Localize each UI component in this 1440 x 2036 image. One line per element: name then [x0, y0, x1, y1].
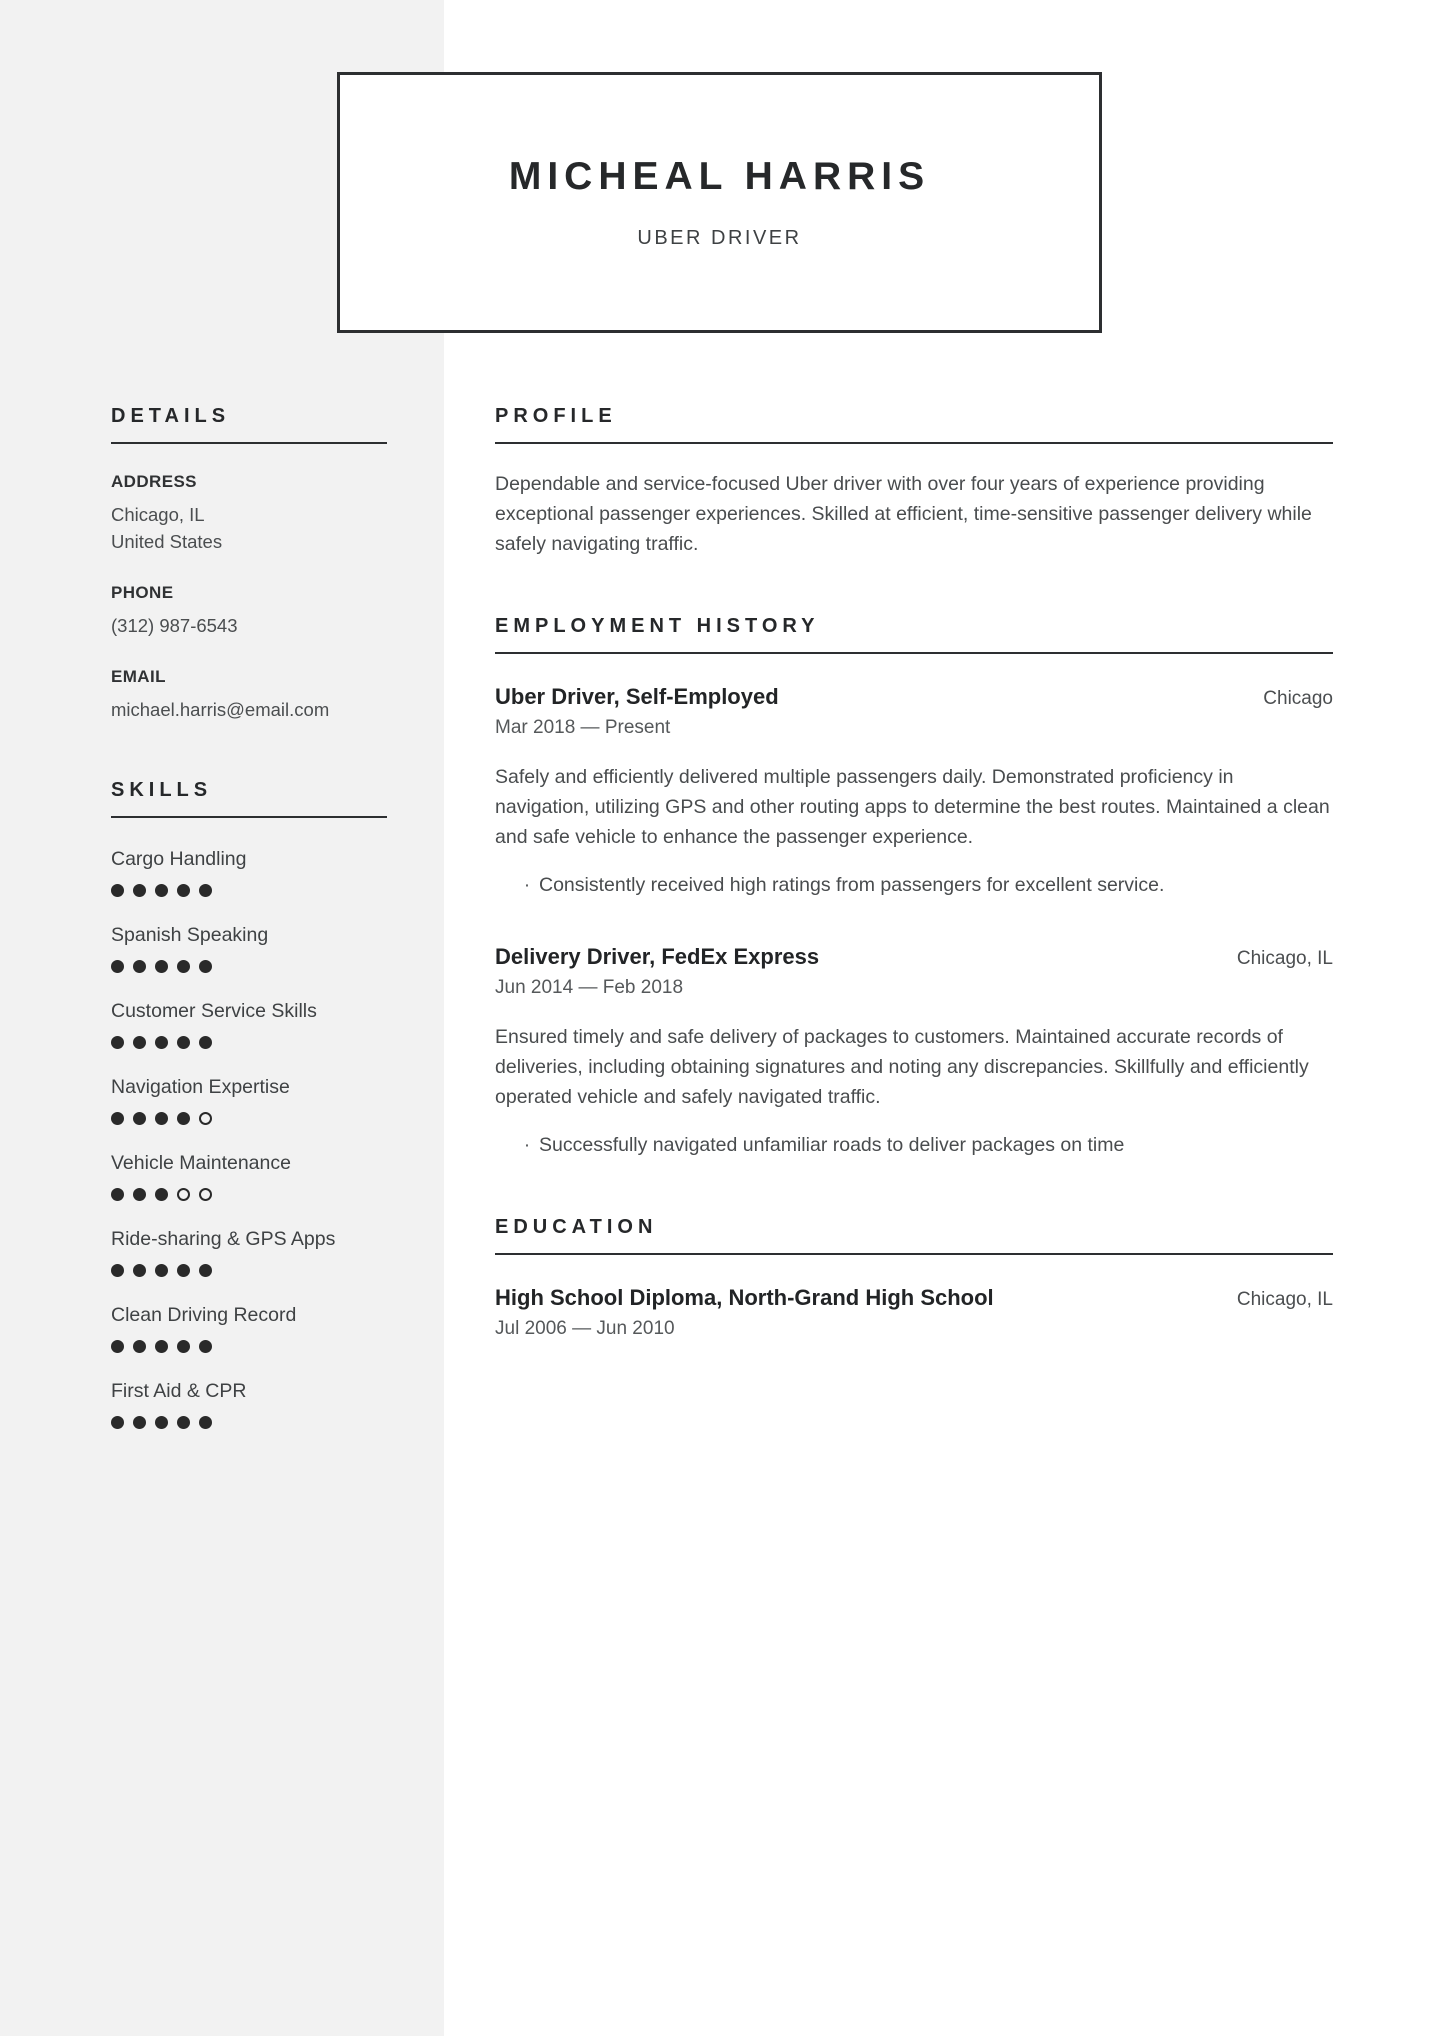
- skill-name: Cargo Handling: [111, 848, 247, 870]
- address-label: ADDRESS: [111, 472, 197, 491]
- address-city: Chicago, IL: [111, 504, 205, 525]
- skill-name: Navigation Expertise: [111, 1076, 290, 1098]
- skill-dot-filled: [111, 1416, 124, 1429]
- skill-dot-filled: [199, 1264, 212, 1277]
- entry-header: [495, 684, 1333, 710]
- skill-dot-filled: [199, 884, 212, 897]
- skill-dot-filled: [111, 884, 124, 897]
- skills-section: [111, 779, 387, 1429]
- skill-dot-empty: [199, 1112, 212, 1125]
- skill-dot-filled: [177, 1112, 190, 1125]
- skill-name: First Aid & CPR: [111, 1380, 247, 1402]
- education-list: [495, 1285, 1333, 1340]
- skill-dot-filled: [177, 1036, 190, 1049]
- entry-description: Safely and efficiently delivered multiple passengers daily. Demonstrated proficiency in navigation, utilizing GPS and other routing apps to determine the best routes. Maintained a clean and safe vehicle to enhance the passenger experience.: [495, 766, 1330, 848]
- skill-dot-filled: [111, 1264, 124, 1277]
- skill-dot-filled: [133, 1264, 146, 1277]
- skill-dot-filled: [155, 960, 168, 973]
- skill-level-dots: [111, 884, 387, 897]
- skill-dot-filled: [155, 1264, 168, 1277]
- employment-heading: EMPLOYMENT HISTORY: [495, 615, 1333, 654]
- skill-name: Customer Service Skills: [111, 1000, 317, 1022]
- skill-level-dots: [111, 1036, 387, 1049]
- skill-dot-filled: [133, 1036, 146, 1049]
- entry-location: Chicago, IL: [1236, 1289, 1333, 1310]
- education-heading: EDUCATION: [495, 1216, 1333, 1255]
- skill-dot-filled: [111, 1188, 124, 1201]
- entry-title: Uber Driver, Self-Employed: [495, 684, 779, 709]
- skill-dot-filled: [199, 1416, 212, 1429]
- skill-level-dots: [111, 1340, 387, 1353]
- bullet-item: · Consistently received high ratings from passengers for excellent service.: [495, 870, 1333, 900]
- skill-dot-filled: [133, 1112, 146, 1125]
- entry-bullet-list: [495, 870, 1333, 900]
- skill-name: Spanish Speaking: [111, 924, 269, 946]
- skill-item: [111, 1152, 387, 1201]
- skill-item: [111, 1000, 387, 1049]
- skill-dot-filled: [155, 1112, 168, 1125]
- skill-dot-filled: [133, 1188, 146, 1201]
- entry-description: Ensured timely and safe delivery of packages to customers. Maintained accurate records of deliveries, including obtaining signatures and noting any discrepancies. Skillfully and efficiently operated vehicle and safely navigated traffic.: [495, 1026, 1309, 1108]
- skill-name: Clean Driving Record: [111, 1304, 297, 1326]
- skill-item: [111, 924, 387, 973]
- skill-dot-filled: [133, 960, 146, 973]
- bullet-item: · Successfully navigated unfamiliar roads to deliver packages on time: [495, 1130, 1333, 1160]
- skill-dot-filled: [133, 1340, 146, 1353]
- skill-level-dots: [111, 1264, 387, 1277]
- entry-bullet-list: [495, 1130, 1333, 1160]
- phone-label: PHONE: [111, 583, 174, 602]
- skill-item: [111, 1304, 387, 1353]
- skill-dot-filled: [177, 960, 190, 973]
- skill-dot-filled: [177, 884, 190, 897]
- skill-list: [111, 848, 387, 1429]
- skill-dot-filled: [155, 884, 168, 897]
- history-entry: [495, 684, 1333, 900]
- details-section: [111, 405, 387, 723]
- education-section: [495, 1216, 1333, 1340]
- skill-dot-empty: [199, 1188, 212, 1201]
- profile-section: [495, 405, 1333, 559]
- skill-dot-empty: [177, 1188, 190, 1201]
- skill-level-dots: [111, 1416, 387, 1429]
- skill-level-dots: [111, 1112, 387, 1125]
- skill-item: [111, 1076, 387, 1125]
- details-heading: DETAILS: [111, 405, 387, 444]
- skill-dot-filled: [177, 1416, 190, 1429]
- history-entry: [495, 1285, 1333, 1340]
- phone-value: (312) 987-6543: [111, 615, 238, 636]
- entry-location: Chicago: [1263, 688, 1333, 709]
- skill-dot-filled: [155, 1340, 168, 1353]
- history-entry: [495, 944, 1333, 1160]
- entry-location: Chicago, IL: [1236, 948, 1333, 969]
- skill-item: [111, 1380, 387, 1429]
- skill-level-dots: [111, 960, 387, 973]
- skill-dot-filled: [177, 1340, 190, 1353]
- profile-text: Dependable and service-focused Uber driver with over four years of experience providing exceptional passenger experiences. Skilled at efficient, time-sensitive passenger delivery while safely navigating traffic.: [495, 473, 1312, 555]
- profile-heading: PROFILE: [495, 405, 1333, 444]
- sidebar: [111, 405, 387, 1429]
- skill-name: Vehicle Maintenance: [111, 1152, 291, 1174]
- entry-header: [495, 944, 1333, 970]
- email-label: EMAIL: [111, 667, 166, 686]
- person-name: MICHEAL HARRIS: [508, 155, 931, 198]
- main-content: [495, 405, 1333, 1340]
- skill-dot-filled: [155, 1416, 168, 1429]
- email-value: michael.harris@email.com: [111, 699, 330, 720]
- entry-dates: Jun 2014 — Feb 2018: [495, 977, 684, 998]
- employment-section: [495, 615, 1333, 1160]
- skill-dot-filled: [111, 1036, 124, 1049]
- skill-item: [111, 1228, 387, 1277]
- person-job-title: UBER DRIVER: [637, 227, 802, 249]
- skill-dot-filled: [155, 1188, 168, 1201]
- skill-dot-filled: [111, 1340, 124, 1353]
- skill-dot-filled: [177, 1264, 190, 1277]
- address-country: United States: [111, 531, 223, 552]
- skill-item: [111, 848, 387, 897]
- skill-dot-filled: [155, 1036, 168, 1049]
- skill-level-dots: [111, 1188, 387, 1201]
- skill-dot-filled: [111, 1112, 124, 1125]
- entry-header: [495, 1285, 1333, 1311]
- entry-title: Delivery Driver, FedEx Express: [495, 944, 820, 969]
- header-name-box: [337, 72, 1102, 333]
- skill-name: Ride-sharing & GPS Apps: [111, 1228, 336, 1250]
- entry-dates: Jul 2006 — Jun 2010: [495, 1318, 675, 1339]
- skill-dot-filled: [133, 1416, 146, 1429]
- skill-dot-filled: [111, 960, 124, 973]
- skill-dot-filled: [199, 960, 212, 973]
- skills-heading: SKILLS: [111, 779, 387, 818]
- skill-dot-filled: [199, 1340, 212, 1353]
- skill-dot-filled: [133, 884, 146, 897]
- skill-dot-filled: [199, 1036, 212, 1049]
- entry-title: High School Diploma, North-Grand High School: [495, 1285, 994, 1310]
- job-list: [495, 684, 1333, 1160]
- entry-dates: Mar 2018 — Present: [495, 717, 671, 738]
